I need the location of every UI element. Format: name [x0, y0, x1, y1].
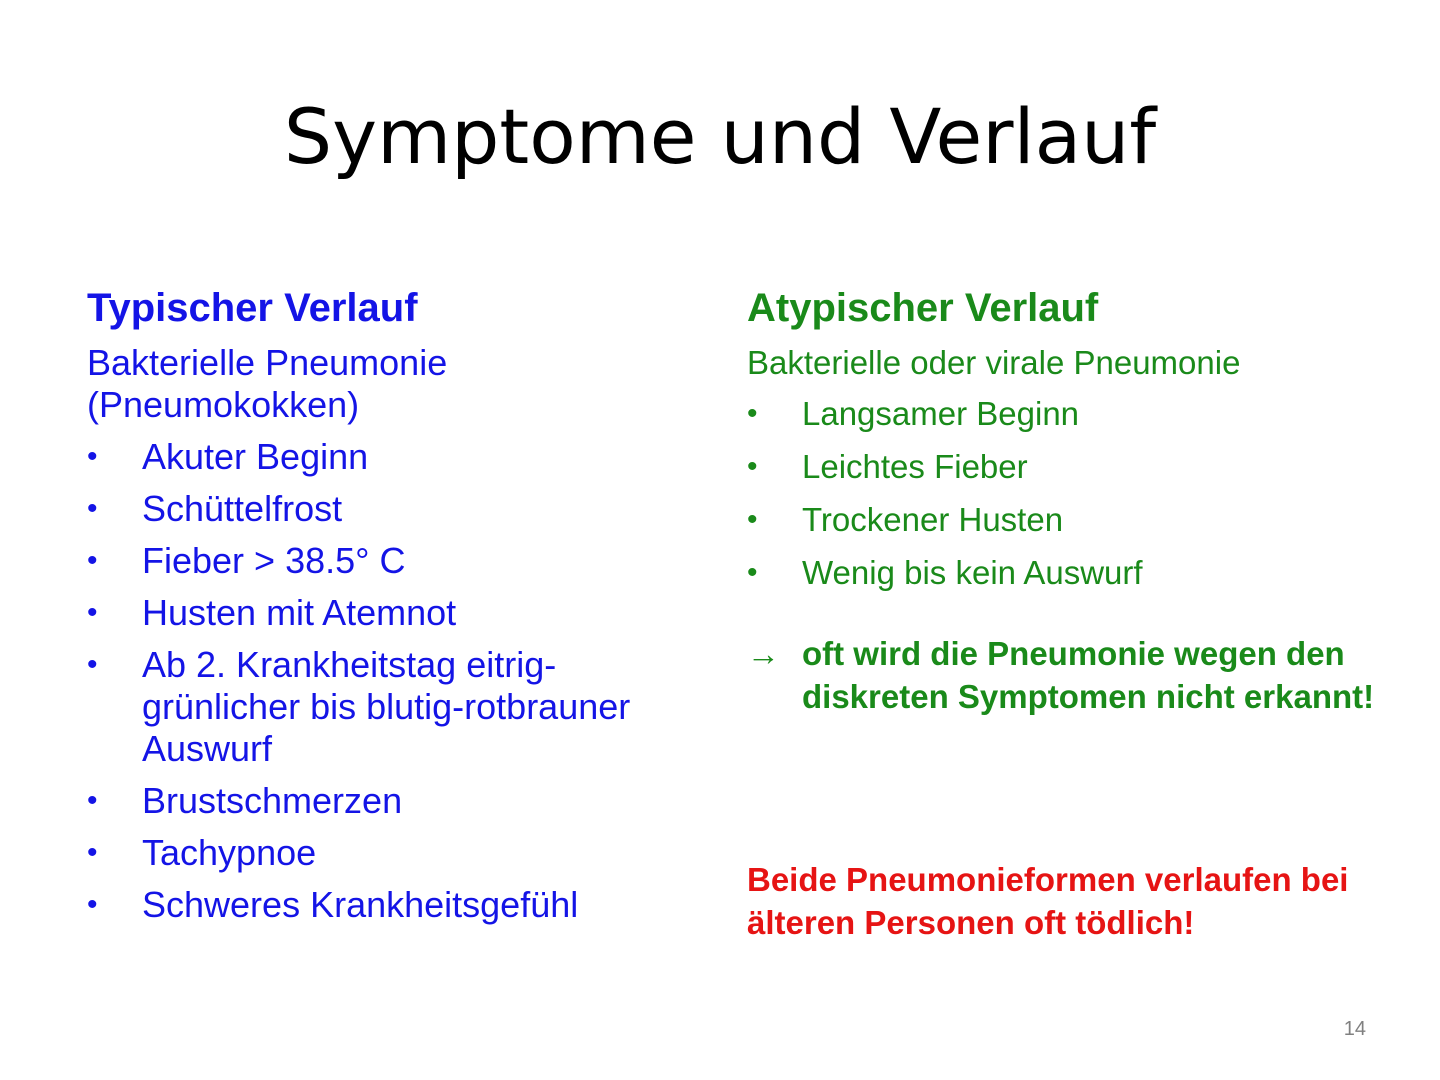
bullet-icon: • [87, 888, 98, 921]
bullet-icon: • [87, 596, 98, 629]
diagnosis-note-text: oft wird die Pneumonie wegen den diskreten Symptomen nicht erkannt! [802, 635, 1375, 715]
atypical-course-subheading: Bakterielle oder virale Pneumonie [747, 344, 1241, 381]
typical-symptom-list [87, 436, 687, 926]
list-item: • Ab 2. Krankheitstag eitrig-grünlicher bis blutig-rotbrauner Auswurf [87, 644, 631, 769]
list-item: • Husten mit Atemnot [87, 592, 457, 633]
list-item: • Tachypnoe [87, 832, 317, 873]
mortality-warning: Beide Pneumonieformen verlaufen bei älteren Personen oft tödlich! [747, 861, 1349, 941]
list-item: • Langsamer Beginn [747, 392, 1387, 435]
page-number: 14 [1343, 1018, 1366, 1040]
diagnosis-note [747, 632, 1387, 718]
bullet-icon: • [87, 544, 98, 577]
list-item: • Akuter Beginn [87, 436, 369, 477]
typical-course-column [87, 282, 687, 936]
atypical-course-column [747, 282, 1387, 718]
slide-title: Symptome und Verlauf [283, 92, 1157, 181]
atypical-symptom-list [747, 392, 1387, 594]
bullet-icon: • [747, 397, 758, 430]
bullet-icon: • [87, 836, 98, 869]
typical-course-heading: Typischer Verlauf [87, 286, 418, 330]
list-item: • Trockener Husten [747, 498, 1387, 541]
bullet-icon: • [87, 784, 98, 817]
bullet-icon: • [747, 556, 758, 589]
bullet-icon: • [87, 648, 98, 681]
bullet-icon: • [87, 440, 98, 473]
list-item: • Brustschmerzen [87, 780, 403, 821]
list-item: • Schüttelfrost [87, 488, 343, 529]
list-item: • Wenig bis kein Auswurf [747, 551, 1387, 594]
list-item: • Schweres Krankheitsgefühl [87, 884, 579, 925]
bullet-icon: • [747, 450, 758, 483]
arrow-right-icon: → [747, 635, 780, 672]
list-item: • Fieber > 38.5° C [87, 540, 406, 581]
bullet-icon: • [747, 503, 758, 536]
bullet-icon: • [87, 492, 98, 525]
typical-course-subheading: Bakterielle Pneumonie (Pneumokokken) [87, 342, 448, 425]
atypical-course-heading: Atypischer Verlauf [747, 286, 1099, 330]
list-item: • Leichtes Fieber [747, 445, 1387, 488]
